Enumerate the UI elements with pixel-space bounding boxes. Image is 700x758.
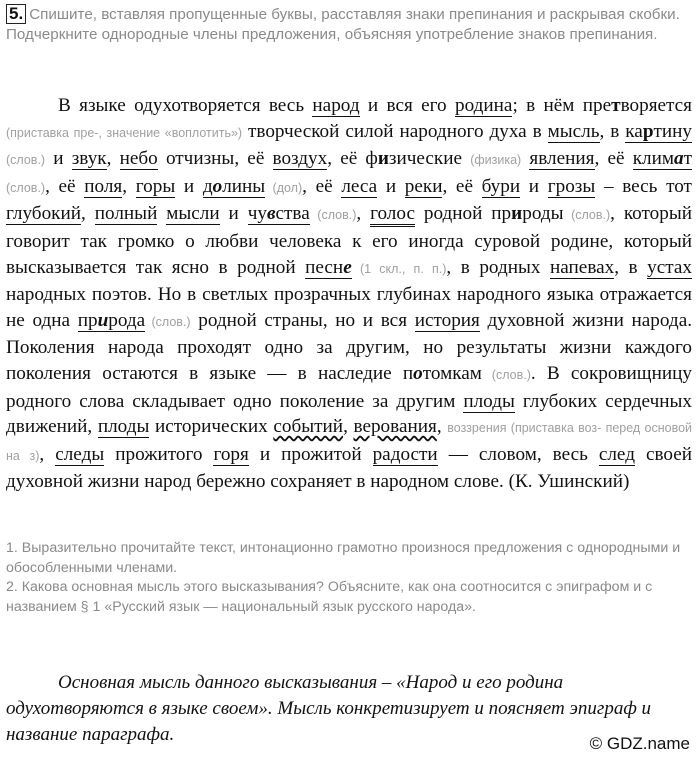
text-segment: — словом, весь xyxy=(437,443,599,465)
inserted-letter: а xyxy=(674,148,684,170)
grammar-note: воззрения (приставка воз- перед основой на з) xyxy=(6,421,693,463)
text-segment: родной пр xyxy=(414,203,512,225)
question-1: 1. Выразительно прочитайте текст, интонационно грамотно произнося предложения с однородными и обособленными членами. xyxy=(6,540,681,576)
underlined-word: плоды xyxy=(97,416,150,438)
text-segment: чу xyxy=(247,203,267,225)
grammar-note: (слов.) xyxy=(563,208,611,223)
text-segment: ; в нём пре xyxy=(512,95,612,116)
text-segment: воряется xyxy=(620,95,692,116)
underlined-word: звук xyxy=(71,148,107,170)
underlined-word xyxy=(78,310,145,332)
text-segment: , xyxy=(81,203,95,225)
text-segment: клим xyxy=(632,148,675,170)
underlined-word xyxy=(633,148,692,170)
grammar-note: (слов.) xyxy=(309,208,357,223)
underlined-word: плоды xyxy=(463,390,515,412)
exercise-text xyxy=(6,93,692,495)
text-segment: и прожитой xyxy=(248,443,373,465)
underlined-word: устах xyxy=(647,256,692,278)
underlined-word: явления xyxy=(529,148,595,170)
grammar-note: (слов.) xyxy=(6,153,46,168)
text-segment: , в xyxy=(614,256,648,278)
task-number: 5. xyxy=(6,4,26,24)
exercise-paragraph xyxy=(6,93,692,495)
text-segment: и вся его xyxy=(359,95,455,116)
text-segment: глубоких сердечных движений, xyxy=(6,390,692,438)
watermark: © GDZ.name xyxy=(589,734,690,753)
text-segment: т xyxy=(683,148,692,170)
text-segment: , в xyxy=(599,120,626,142)
text-segment: исторических xyxy=(149,416,274,438)
text-segment: ка xyxy=(625,120,643,142)
underlined-word: следы xyxy=(55,443,105,465)
text-segment: лины xyxy=(222,175,266,197)
underlined-word xyxy=(625,121,692,143)
underlined-word: голос xyxy=(370,203,415,227)
text-segment: , её xyxy=(302,175,342,197)
text-segment: д xyxy=(202,175,213,197)
task-instruction xyxy=(6,4,690,45)
underlined-word: радости xyxy=(372,443,438,465)
inserted-letter: и xyxy=(97,309,109,331)
text-segment: тину xyxy=(653,120,692,142)
text-segment: и xyxy=(377,175,405,197)
grammar-note: (слов.) xyxy=(481,367,531,382)
text-segment: . В сокровищницу родного слова складывает одно поколение за другим xyxy=(6,362,692,412)
inserted-letter: р xyxy=(642,120,654,142)
text-segment: , в родных xyxy=(446,256,550,278)
text-segment: , xyxy=(106,148,120,170)
task-text: Спишите, вставляя пропущенные буквы, расставляя знаки препинания и раскрывая скобки. Подчеркните однородные члены предложения, объясняя употребление знаков препинания. xyxy=(6,6,680,43)
text-segment xyxy=(157,203,166,224)
text-segment: духовной жизни народа. Поколения народа проходят одно за другим, но результаты жизни каждого поколения остаются в языке — в наследие п xyxy=(6,309,693,384)
text-segment: и xyxy=(45,148,72,170)
underlined-word: след xyxy=(598,443,635,465)
underlined-word: небо xyxy=(119,148,158,170)
grammar-note: (слов.) xyxy=(145,314,191,329)
text-segment: ства xyxy=(275,203,310,225)
underlined-word: полный xyxy=(94,203,158,225)
underlined-word: народ xyxy=(312,95,360,116)
text-segment: пр xyxy=(77,309,98,331)
text-segment: прожитого xyxy=(104,443,214,465)
inserted-letter: о xyxy=(212,175,223,197)
text-segment: и xyxy=(219,203,248,225)
underlined-word: напевах xyxy=(550,256,615,278)
inserted-letter: е xyxy=(343,256,352,278)
underlined-word: глубокий xyxy=(6,203,82,225)
inserted-letter: т xyxy=(611,95,621,116)
text-segment: , который говорит так громко о любви человека к его иногда суровой родине, который высказывается так ясно в родной xyxy=(6,203,693,278)
underlined-word: поля xyxy=(84,175,123,197)
grammar-note: (физика) xyxy=(470,153,522,168)
inserted-letter: и xyxy=(511,203,523,225)
underlined-word xyxy=(305,257,352,279)
text-segment: и xyxy=(175,175,203,197)
text-segment: , её xyxy=(594,148,633,170)
text-segment: , xyxy=(343,416,354,438)
text-segment: своей духовной жизни народ бережно сохраняет в народном слове. (К. Ушинский) xyxy=(6,443,693,493)
text-segment: – весь тот xyxy=(595,175,692,197)
text-segment: , xyxy=(39,443,56,465)
underlined-word xyxy=(203,176,265,198)
underlined-word: воздух xyxy=(272,148,328,170)
text-segment: , её xyxy=(45,175,85,197)
answer-text: Основная мысль данного высказывания – «Народ и его родина одухотворяются в языке своем». Мысль конкретизирует и поясняет эпиграф и название параграфа. xyxy=(6,672,652,745)
grammar-note: (приставка пре-, значение «воплотить») xyxy=(6,125,243,140)
inserted-letter: о xyxy=(413,362,423,384)
underlined-word: верования xyxy=(353,416,437,438)
text-segment: рода xyxy=(108,309,146,331)
text-segment: песн xyxy=(305,256,344,278)
grammar-note: (слов.) xyxy=(6,180,46,195)
underlined-word: реки xyxy=(404,175,443,197)
text-segment: родной страны, но и вся xyxy=(190,309,415,331)
underlined-word: бури xyxy=(481,175,521,197)
underlined-word: горы xyxy=(135,175,176,197)
underlined-word: грозы xyxy=(547,175,596,197)
underlined-word xyxy=(248,203,310,225)
underlined-word: леса xyxy=(341,175,378,197)
text-segment: , xyxy=(122,175,136,197)
underlined-word: горя xyxy=(213,443,249,465)
grammar-note: (1 скл., п. п.) xyxy=(351,261,447,276)
underlined-word: мысль xyxy=(547,120,600,142)
text-segment: томкам xyxy=(422,362,482,384)
text-segment: роды xyxy=(522,203,564,225)
text-segment: , xyxy=(436,416,448,438)
text-segment: отчизны, её xyxy=(157,148,273,170)
underlined-word: родина xyxy=(454,95,513,116)
text-segment: , xyxy=(356,203,371,225)
underlined-word: событий xyxy=(273,416,344,438)
inserted-letter: в xyxy=(266,203,276,225)
text-segment: , её ф xyxy=(327,148,378,170)
text-segment: В языке одухотворяется весь xyxy=(58,95,313,116)
underlined-word: мысли xyxy=(166,203,220,225)
underlined-word: история xyxy=(414,309,480,331)
text-segment: , её xyxy=(442,175,482,197)
text-segment: зические xyxy=(388,148,471,170)
text-segment: и xyxy=(520,175,548,197)
text-segment: творческой силой народного духа в xyxy=(242,120,548,142)
question-2: 2. Какова основная мысль этого высказывания? Объясните, как она соотносится с эпиграфом и с названием § 1 «Русский язык — национальный язык русского народа». xyxy=(6,579,653,615)
questions xyxy=(6,539,692,617)
inserted-letter: и xyxy=(377,148,389,170)
text-segment: народных поэтов. Но в светлых прозрачных глубинах народного языка отражается не одна xyxy=(6,284,692,331)
grammar-note: (дол) xyxy=(265,180,303,195)
